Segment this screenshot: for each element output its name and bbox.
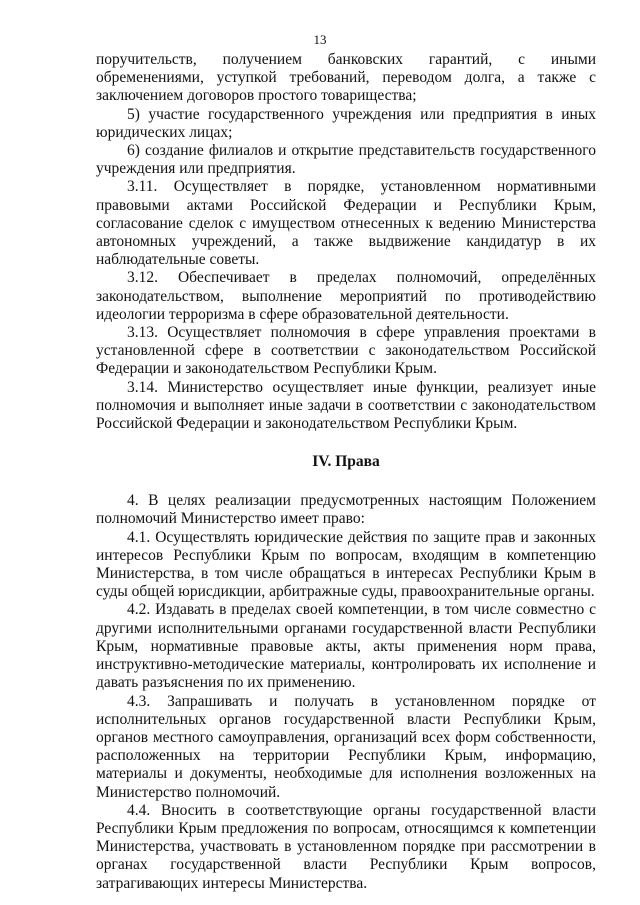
paragraph-3-11: 3.11. Осуществляет в порядке, установленном нормативными правовыми актами Российской Федерации и Республики Крым, согласование сделок с имуществом отнесенных к ведению Министерства автономных учреждений, а также выдвижение кандидатур в их наблюдательные советы.	[96, 178, 596, 269]
paragraph-item-5: 5) участие государственного учреждения или предприятия в иных юридических лицах;	[96, 105, 596, 141]
paragraph-4-1: 4.1. Осуществлять юридические действия по защите прав и законных интересов Республики Крым по вопросам, входящим в компетенцию Министерства, в том числе обращаться в интересах Республики Крым в суды общей юрисдикции, арбитражные суды, правоохранительные органы.	[96, 528, 596, 601]
paragraph-item-6: 6) создание филиалов и открытие представительств государственного учреждения или предприятия.	[96, 142, 596, 178]
paragraph-4-4: 4.4. Вносить в соответствующие органы государственной власти Республики Крым предложения по вопросам, относящимся к компетенции Министерства, участвовать в установленном порядке при рассмотрении в органах государственной власти Республики Крым вопросов, затрагивающих интересы Министерства.	[96, 801, 596, 892]
section-heading: IV. Права	[312, 453, 380, 471]
paragraph-3-12: 3.12. Обеспечивает в пределах полномочий, определённых законодательством, выполнение мероприятий по противодействию идеологии терроризма в сфере образовательной деятельности.	[96, 269, 596, 323]
page-number: 13	[313, 32, 327, 47]
paragraph-continuation: поручительств, получением банковских гарантий, с иными обременениями, уступкой требований, переводом долга, а также с заключением договоров простого товарищества;	[96, 51, 596, 105]
paragraph-4: 4. В целях реализации предусмотренных настоящим Положением полномочий Министерство имеет право:	[96, 492, 596, 528]
paragraph-3-14: 3.14. Министерство осуществляет иные функции, реализует иные полномочия и выполняет иные задачи в соответствии с законодательством Российской Федерации и законодательством Республики Крым.	[96, 378, 596, 433]
paragraph-4-2: 4.2. Издавать в пределах своей компетенции, в том числе совместно с другими исполнительными органами государственной власти Республики Крым, нормативные правовые акты, акты применения норм права, инструктивно-методические материалы, контролировать их исполнение и давать разъяснения по их применению.	[96, 601, 596, 692]
paragraph-3-13: 3.13. Осуществляет полномочия в сфере управления проектами в установленной сфере в соответствии с законодательством Российской Федерации и законодательством Республики Крым.	[96, 324, 596, 378]
document-body	[96, 51, 596, 893]
paragraph-4-3: 4.3. Запрашивать и получать в установленном порядке от исполнительных органов государственной власти Республики Крым, органов местного самоуправления, организаций всех форм собственности, расположенных на территории Республики Крым, информацию, материалы и документы, необходимые для исполнения возложенных на Министерство полномочий.	[96, 692, 596, 801]
